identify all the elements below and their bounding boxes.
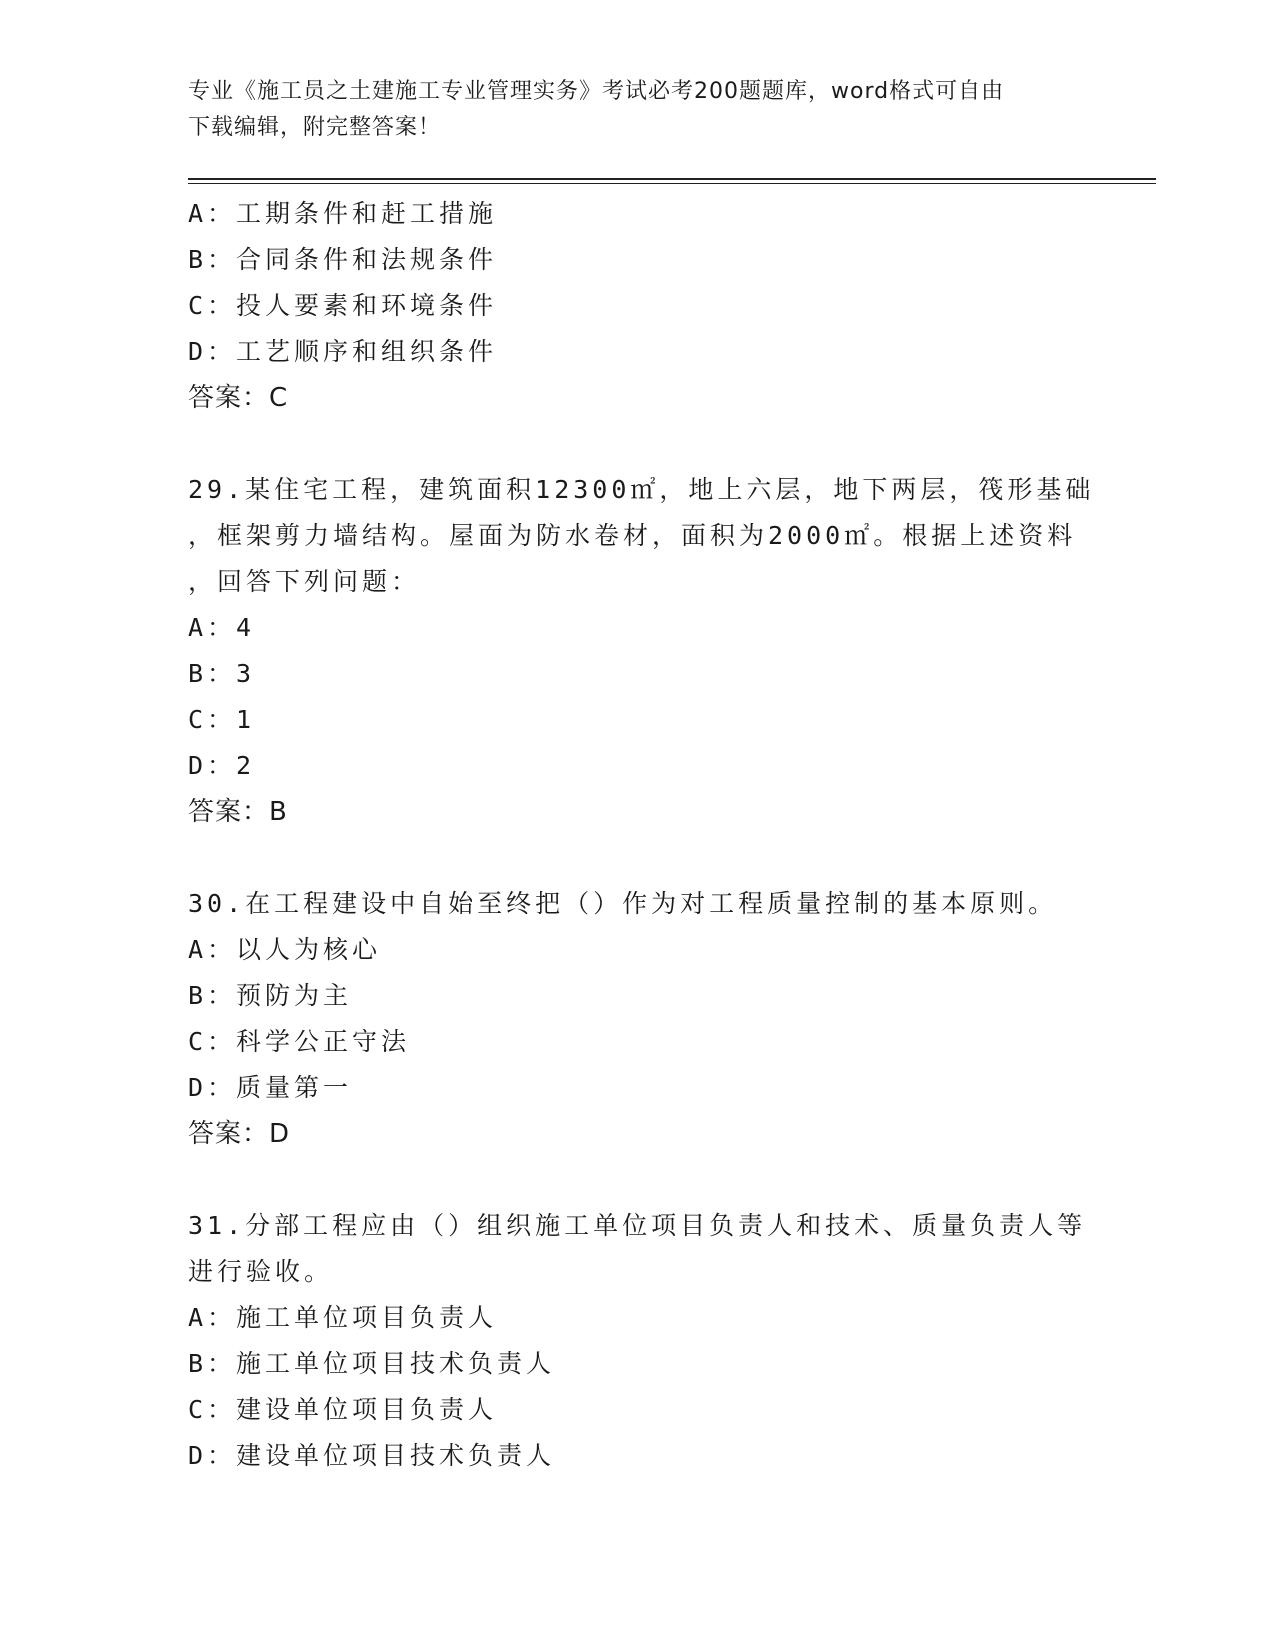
stem-line: ，回答下列问题： bbox=[188, 567, 421, 596]
answer-line: 答案：C bbox=[188, 383, 289, 413]
stem-line: 31.分部工程应由（）组织施工单位项目负责人和技术、质量负责人等 bbox=[188, 1211, 1087, 1240]
header-divider-thin bbox=[188, 183, 1156, 184]
option-b: B：施工单位项目技术负责人 bbox=[188, 1349, 556, 1378]
question-stem bbox=[188, 467, 1095, 605]
header-divider-thick bbox=[188, 178, 1156, 180]
option-a: A：工期条件和赶工措施 bbox=[188, 199, 498, 228]
option-d: D：2 bbox=[188, 751, 256, 780]
option-b: B：预防为主 bbox=[188, 981, 353, 1010]
spacer bbox=[188, 421, 1088, 467]
question-stem bbox=[188, 881, 1088, 927]
option-c: C：1 bbox=[188, 705, 256, 734]
option-b: B：3 bbox=[188, 659, 256, 688]
option-c: C：建设单位项目负责人 bbox=[188, 1395, 498, 1424]
question-30 bbox=[188, 881, 1088, 1157]
header-line-1: 专业《施工员之土建施工专业管理实务》考试必考200题题库，word格式可自由 bbox=[188, 79, 1005, 104]
question-list bbox=[188, 191, 1095, 1479]
option-d: D：建设单位项目技术负责人 bbox=[188, 1441, 556, 1470]
option-c: C：投人要素和环境条件 bbox=[188, 291, 498, 320]
answer-line: 答案：B bbox=[188, 797, 288, 827]
stem-line: 进行验收。 bbox=[188, 1257, 334, 1286]
spacer bbox=[188, 1157, 1088, 1203]
question-29 bbox=[188, 467, 1095, 835]
question-28 bbox=[188, 191, 1088, 421]
stem-line: 30.在工程建设中自始至终把（）作为对工程质量控制的基本原则。 bbox=[188, 889, 1058, 918]
option-a: A：施工单位项目负责人 bbox=[188, 1303, 498, 1332]
answer-line: 答案：D bbox=[188, 1119, 291, 1149]
question-31 bbox=[188, 1203, 1088, 1479]
option-d: D：工艺顺序和组织条件 bbox=[188, 337, 498, 366]
spacer bbox=[188, 835, 1088, 881]
question-stem bbox=[188, 1203, 1088, 1295]
option-d: D：质量第一 bbox=[188, 1073, 353, 1102]
option-a: A：4 bbox=[188, 613, 256, 642]
option-c: C：科学公正守法 bbox=[188, 1027, 411, 1056]
document-header bbox=[188, 74, 1068, 146]
option-b: B：合同条件和法规条件 bbox=[188, 245, 498, 274]
option-a: A：以人为核心 bbox=[188, 935, 382, 964]
header-line-2: 下载编辑，附完整答案！ bbox=[188, 115, 442, 140]
stem-line: ，框架剪力墙结构。屋面为防水卷材，面积为2000㎡。根据上述资料 bbox=[188, 521, 1077, 550]
stem-line: 29.某住宅工程，建筑面积12300㎡，地上六层，地下两层，筏形基础 bbox=[188, 475, 1095, 504]
